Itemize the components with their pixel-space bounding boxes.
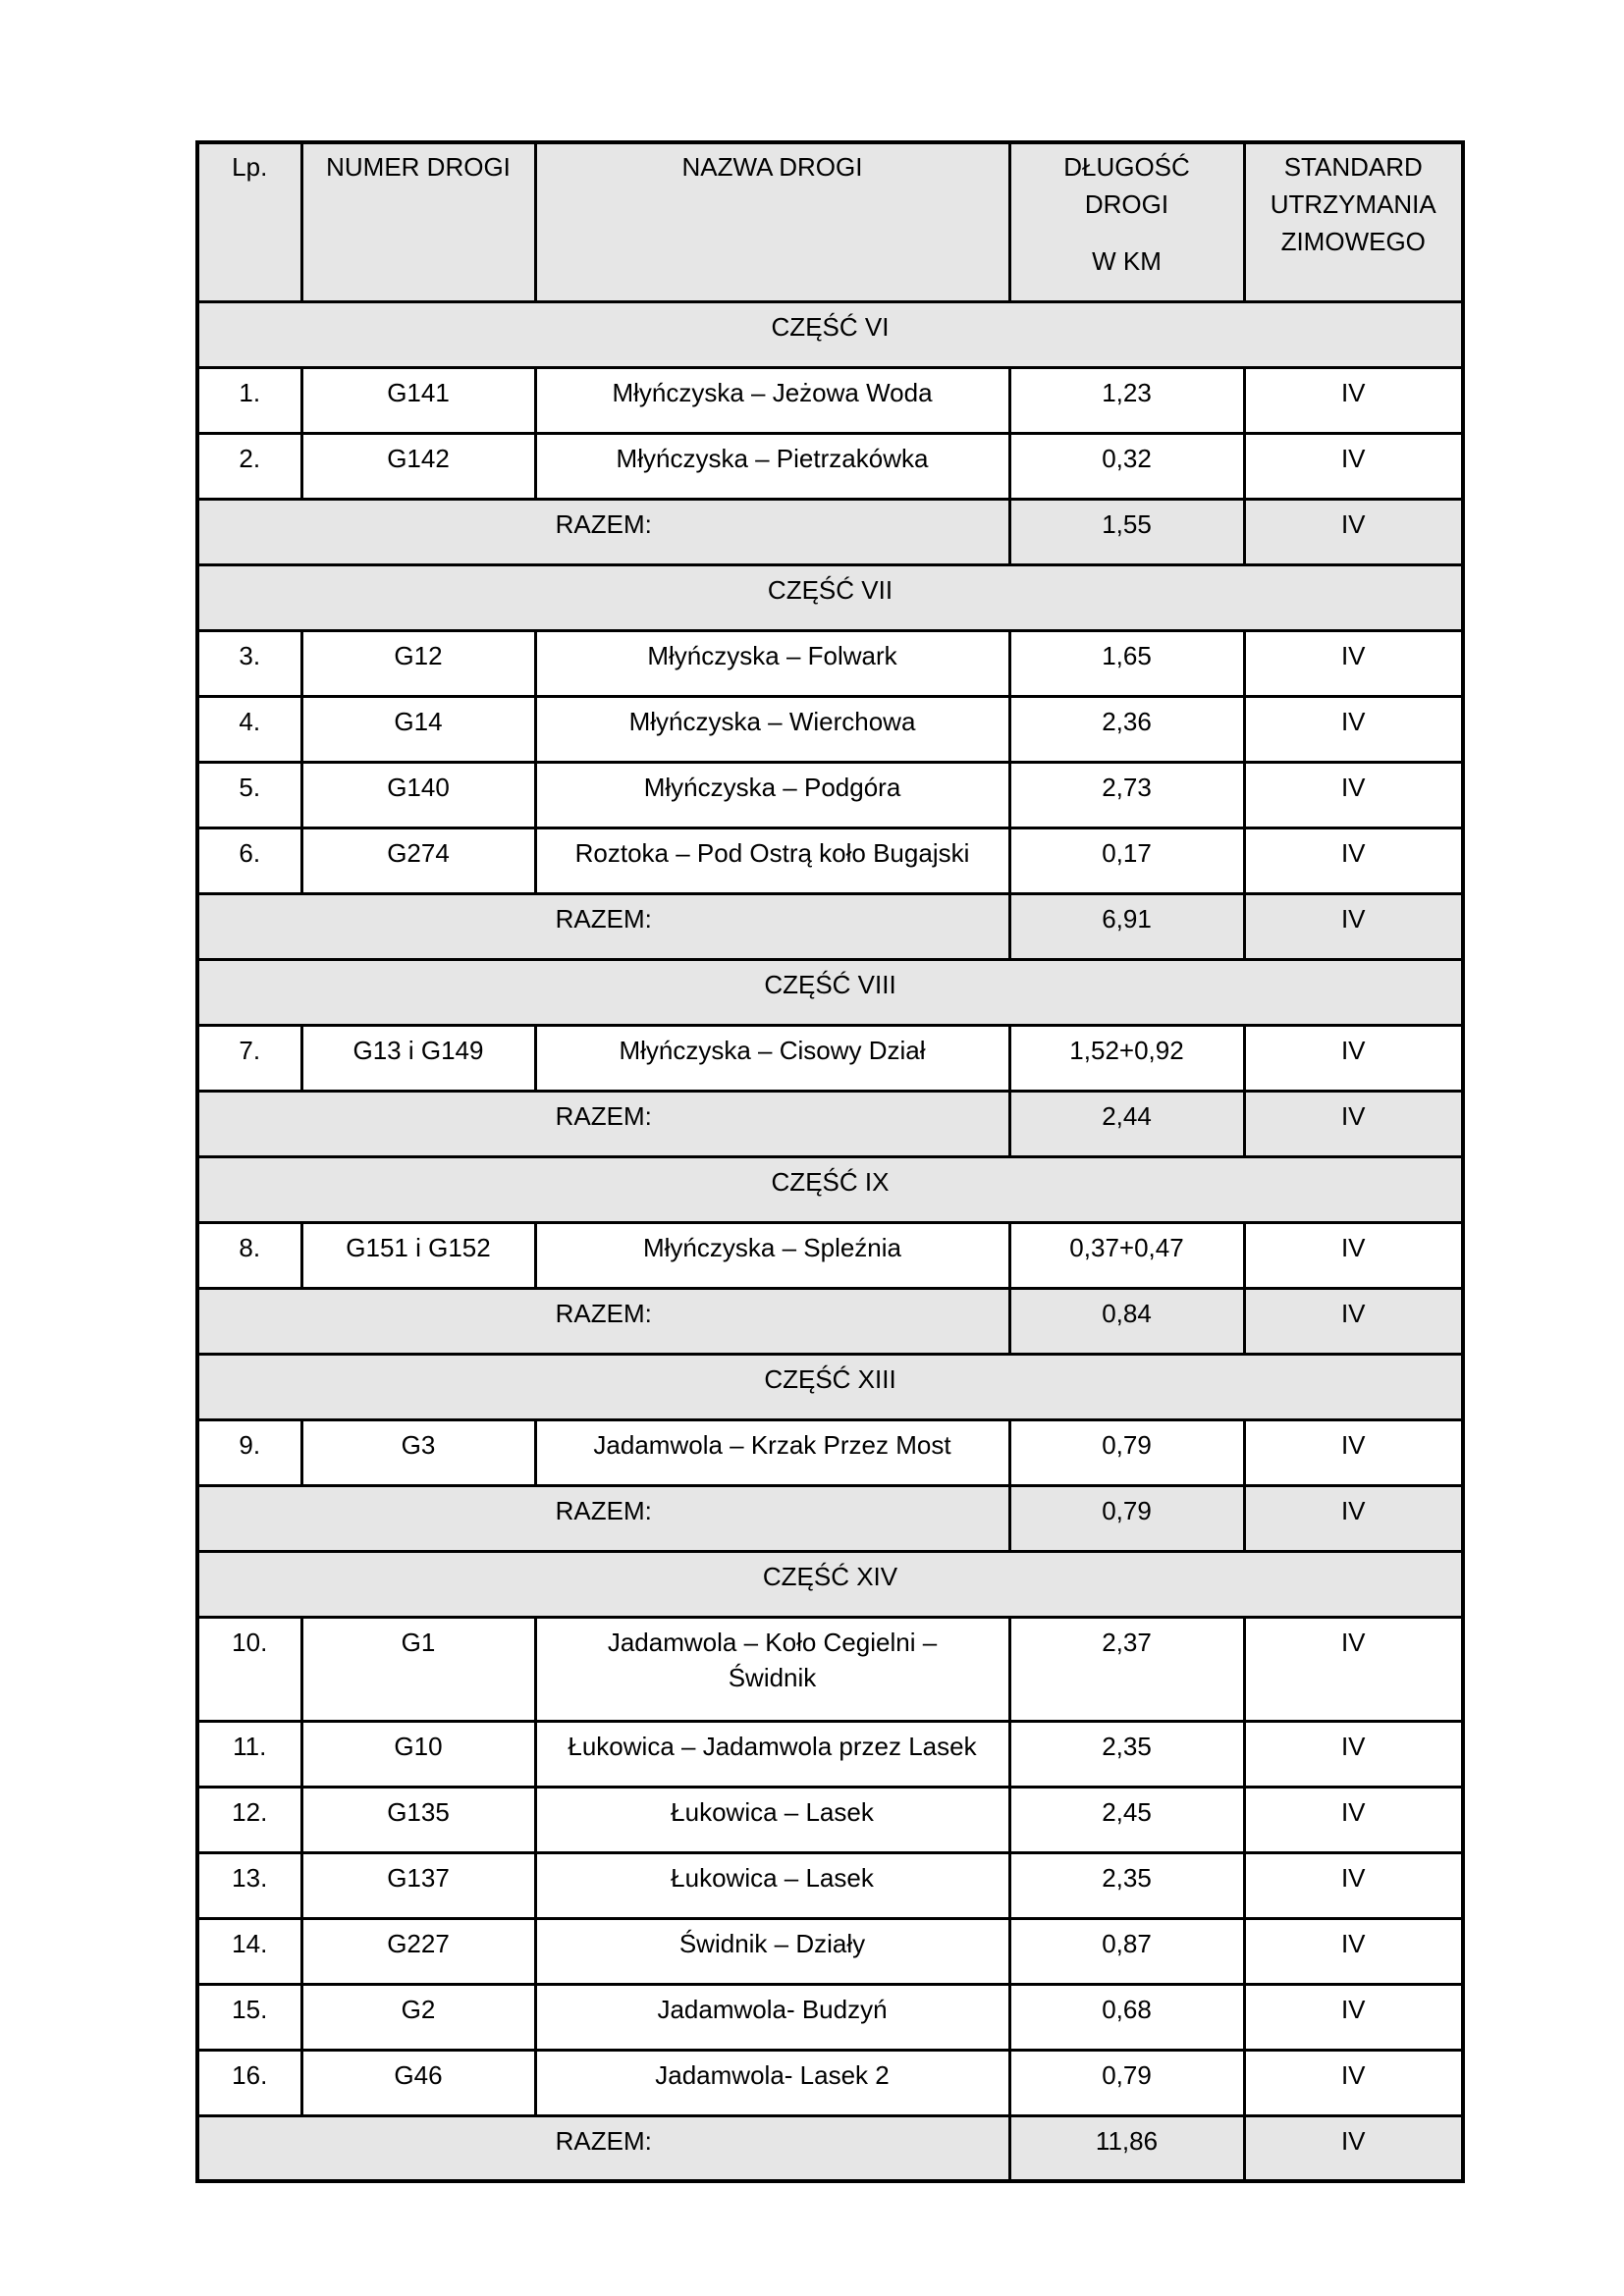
row-road-name-line1: Jadamwola – Koło Cegielni – bbox=[607, 1627, 938, 1657]
section-title-row bbox=[197, 1551, 1463, 1617]
row-road-standard: IV bbox=[1244, 696, 1463, 762]
row-road-standard: IV bbox=[1244, 1222, 1463, 1288]
total-standard: IV bbox=[1244, 1288, 1463, 1354]
row-road-name: Jadamwola – Krzak Przez Most bbox=[535, 1419, 1009, 1485]
row-lp: 13. bbox=[197, 1852, 301, 1918]
total-length: 0,79 bbox=[1009, 1485, 1244, 1551]
header-name-label: NAZWA DROGI bbox=[681, 152, 863, 182]
row-road-name: Młyńczyska – Folwark bbox=[535, 630, 1009, 696]
row-lp: 2. bbox=[197, 433, 301, 499]
row-road-length: 0,79 bbox=[1009, 2050, 1244, 2115]
total-label: RAZEM: bbox=[197, 499, 1009, 564]
total-standard: IV bbox=[1244, 1091, 1463, 1156]
row-lp: 5. bbox=[197, 762, 301, 828]
row-road-standard: IV bbox=[1244, 433, 1463, 499]
row-road-standard: IV bbox=[1244, 2050, 1463, 2115]
table-row bbox=[197, 433, 1463, 499]
total-standard: IV bbox=[1244, 1485, 1463, 1551]
row-road-standard: IV bbox=[1244, 1984, 1463, 2050]
row-lp: 14. bbox=[197, 1918, 301, 1984]
row-road-number: G10 bbox=[301, 1721, 535, 1787]
row-road-name: Świdnik – Działy bbox=[535, 1918, 1009, 1984]
row-road-name bbox=[535, 1617, 1009, 1721]
row-road-name: Młyńczyska – Jeżowa Woda bbox=[535, 367, 1009, 433]
total-label: RAZEM: bbox=[197, 2115, 1009, 2181]
row-lp: 12. bbox=[197, 1787, 301, 1852]
row-road-length: 2,37 bbox=[1009, 1617, 1244, 1721]
row-lp: 4. bbox=[197, 696, 301, 762]
row-road-name: Młyńczyska – Spleźnia bbox=[535, 1222, 1009, 1288]
row-road-number: G227 bbox=[301, 1918, 535, 1984]
row-lp: 9. bbox=[197, 1419, 301, 1485]
row-road-standard: IV bbox=[1244, 367, 1463, 433]
total-row bbox=[197, 1091, 1463, 1156]
table-row bbox=[197, 1787, 1463, 1852]
total-standard: IV bbox=[1244, 499, 1463, 564]
row-road-name: Młyńczyska – Pietrzakówka bbox=[535, 433, 1009, 499]
row-road-number: G13 i G149 bbox=[301, 1025, 535, 1091]
header-lp-label: Lp. bbox=[232, 152, 268, 182]
row-road-length: 1,52+0,92 bbox=[1009, 1025, 1244, 1091]
total-row bbox=[197, 1288, 1463, 1354]
row-lp: 6. bbox=[197, 828, 301, 893]
row-road-name: Łukowica – Jadamwola przez Lasek bbox=[535, 1721, 1009, 1787]
total-standard: IV bbox=[1244, 2115, 1463, 2181]
total-row bbox=[197, 499, 1463, 564]
row-road-name: Łukowica – Lasek bbox=[535, 1852, 1009, 1918]
row-road-standard: IV bbox=[1244, 762, 1463, 828]
section-title-row bbox=[197, 1156, 1463, 1222]
row-lp: 1. bbox=[197, 367, 301, 433]
row-road-length: 2,36 bbox=[1009, 696, 1244, 762]
table-row bbox=[197, 1984, 1463, 2050]
row-lp: 16. bbox=[197, 2050, 301, 2115]
row-road-number: G141 bbox=[301, 367, 535, 433]
row-road-standard: IV bbox=[1244, 630, 1463, 696]
row-road-length: 0,68 bbox=[1009, 1984, 1244, 2050]
total-length: 6,91 bbox=[1009, 893, 1244, 959]
row-road-length: 0,79 bbox=[1009, 1419, 1244, 1485]
row-road-number: G2 bbox=[301, 1984, 535, 2050]
row-road-length: 2,35 bbox=[1009, 1721, 1244, 1787]
section-title: CZĘŚĆ VI bbox=[197, 301, 1463, 367]
table-row bbox=[197, 828, 1463, 893]
row-road-length: 1,23 bbox=[1009, 367, 1244, 433]
row-lp: 7. bbox=[197, 1025, 301, 1091]
row-road-name: Młyńczyska – Cisowy Dział bbox=[535, 1025, 1009, 1091]
row-road-length: 2,73 bbox=[1009, 762, 1244, 828]
row-road-number: G14 bbox=[301, 696, 535, 762]
row-road-number: G46 bbox=[301, 2050, 535, 2115]
row-road-length: 1,65 bbox=[1009, 630, 1244, 696]
section-title-row bbox=[197, 1354, 1463, 1419]
total-label: RAZEM: bbox=[197, 1288, 1009, 1354]
row-road-length: 0,32 bbox=[1009, 433, 1244, 499]
total-row bbox=[197, 2115, 1463, 2181]
row-road-standard: IV bbox=[1244, 1787, 1463, 1852]
row-lp: 8. bbox=[197, 1222, 301, 1288]
total-row bbox=[197, 1485, 1463, 1551]
header-standard-line2: UTRZYMANIA bbox=[1270, 189, 1436, 219]
table-row bbox=[197, 1222, 1463, 1288]
row-road-length: 2,45 bbox=[1009, 1787, 1244, 1852]
header-length-line1: DŁUGOŚĆ bbox=[1063, 152, 1190, 182]
table-row bbox=[197, 1918, 1463, 1984]
header-standard-line1: STANDARD bbox=[1283, 152, 1423, 182]
table-row bbox=[197, 1852, 1463, 1918]
header-standard-line3: ZIMOWEGO bbox=[1280, 227, 1426, 256]
table-row bbox=[197, 1419, 1463, 1485]
row-road-number: G274 bbox=[301, 828, 535, 893]
section-title-row bbox=[197, 959, 1463, 1025]
total-label: RAZEM: bbox=[197, 1485, 1009, 1551]
total-length: 2,44 bbox=[1009, 1091, 1244, 1156]
section-title: CZĘŚĆ XIII bbox=[197, 1354, 1463, 1419]
section-title: CZĘŚĆ XIV bbox=[197, 1551, 1463, 1617]
row-road-name: Młyńczyska – Wierchowa bbox=[535, 696, 1009, 762]
header-length bbox=[1009, 142, 1244, 301]
total-length: 0,84 bbox=[1009, 1288, 1244, 1354]
roads-table bbox=[195, 140, 1465, 2183]
row-lp: 11. bbox=[197, 1721, 301, 1787]
table-row bbox=[197, 367, 1463, 433]
total-standard: IV bbox=[1244, 893, 1463, 959]
row-road-standard: IV bbox=[1244, 1419, 1463, 1485]
total-length: 11,86 bbox=[1009, 2115, 1244, 2181]
row-road-standard: IV bbox=[1244, 1025, 1463, 1091]
section-title: CZĘŚĆ VII bbox=[197, 564, 1463, 630]
row-road-length: 2,35 bbox=[1009, 1852, 1244, 1918]
header-standard bbox=[1244, 142, 1463, 301]
row-road-standard: IV bbox=[1244, 1721, 1463, 1787]
row-road-name: Jadamwola- Budzyń bbox=[535, 1984, 1009, 2050]
row-lp: 3. bbox=[197, 630, 301, 696]
row-road-number: G135 bbox=[301, 1787, 535, 1852]
total-label: RAZEM: bbox=[197, 1091, 1009, 1156]
header-row bbox=[197, 142, 1463, 301]
header-number bbox=[301, 142, 535, 301]
header-number-label: NUMER DROGI bbox=[326, 152, 511, 182]
table-row bbox=[197, 762, 1463, 828]
row-road-length: 0,37+0,47 bbox=[1009, 1222, 1244, 1288]
table-row bbox=[197, 696, 1463, 762]
row-road-number: G140 bbox=[301, 762, 535, 828]
row-road-number: G3 bbox=[301, 1419, 535, 1485]
header-lp bbox=[197, 142, 301, 301]
header-length-line2: DROGI bbox=[1084, 189, 1169, 219]
table-row bbox=[197, 1025, 1463, 1091]
row-road-standard: IV bbox=[1244, 1918, 1463, 1984]
row-road-name: Młyńczyska – Podgóra bbox=[535, 762, 1009, 828]
row-road-name: Roztoka – Pod Ostrą koło Bugajski bbox=[535, 828, 1009, 893]
section-title-row bbox=[197, 301, 1463, 367]
row-lp: 15. bbox=[197, 1984, 301, 2050]
total-length: 1,55 bbox=[1009, 499, 1244, 564]
table-row bbox=[197, 1721, 1463, 1787]
total-row bbox=[197, 893, 1463, 959]
row-road-number: G151 i G152 bbox=[301, 1222, 535, 1288]
row-road-standard: IV bbox=[1244, 1617, 1463, 1721]
row-road-number: G12 bbox=[301, 630, 535, 696]
row-road-name: Łukowica – Lasek bbox=[535, 1787, 1009, 1852]
table-row bbox=[197, 2050, 1463, 2115]
total-label: RAZEM: bbox=[197, 893, 1009, 959]
row-road-length: 0,17 bbox=[1009, 828, 1244, 893]
table-row bbox=[197, 1617, 1463, 1721]
section-title: CZĘŚĆ VIII bbox=[197, 959, 1463, 1025]
row-road-name: Jadamwola- Lasek 2 bbox=[535, 2050, 1009, 2115]
row-road-name-line2: Świdnik bbox=[728, 1662, 817, 1692]
row-road-length: 0,87 bbox=[1009, 1918, 1244, 1984]
row-road-number: G137 bbox=[301, 1852, 535, 1918]
row-lp: 10. bbox=[197, 1617, 301, 1721]
row-road-standard: IV bbox=[1244, 828, 1463, 893]
header-length-line3: W KM bbox=[1092, 246, 1162, 276]
row-road-number: G142 bbox=[301, 433, 535, 499]
row-road-number: G1 bbox=[301, 1617, 535, 1721]
header-name bbox=[535, 142, 1009, 301]
table-row bbox=[197, 630, 1463, 696]
section-title: CZĘŚĆ IX bbox=[197, 1156, 1463, 1222]
section-title-row bbox=[197, 564, 1463, 630]
row-road-standard: IV bbox=[1244, 1852, 1463, 1918]
